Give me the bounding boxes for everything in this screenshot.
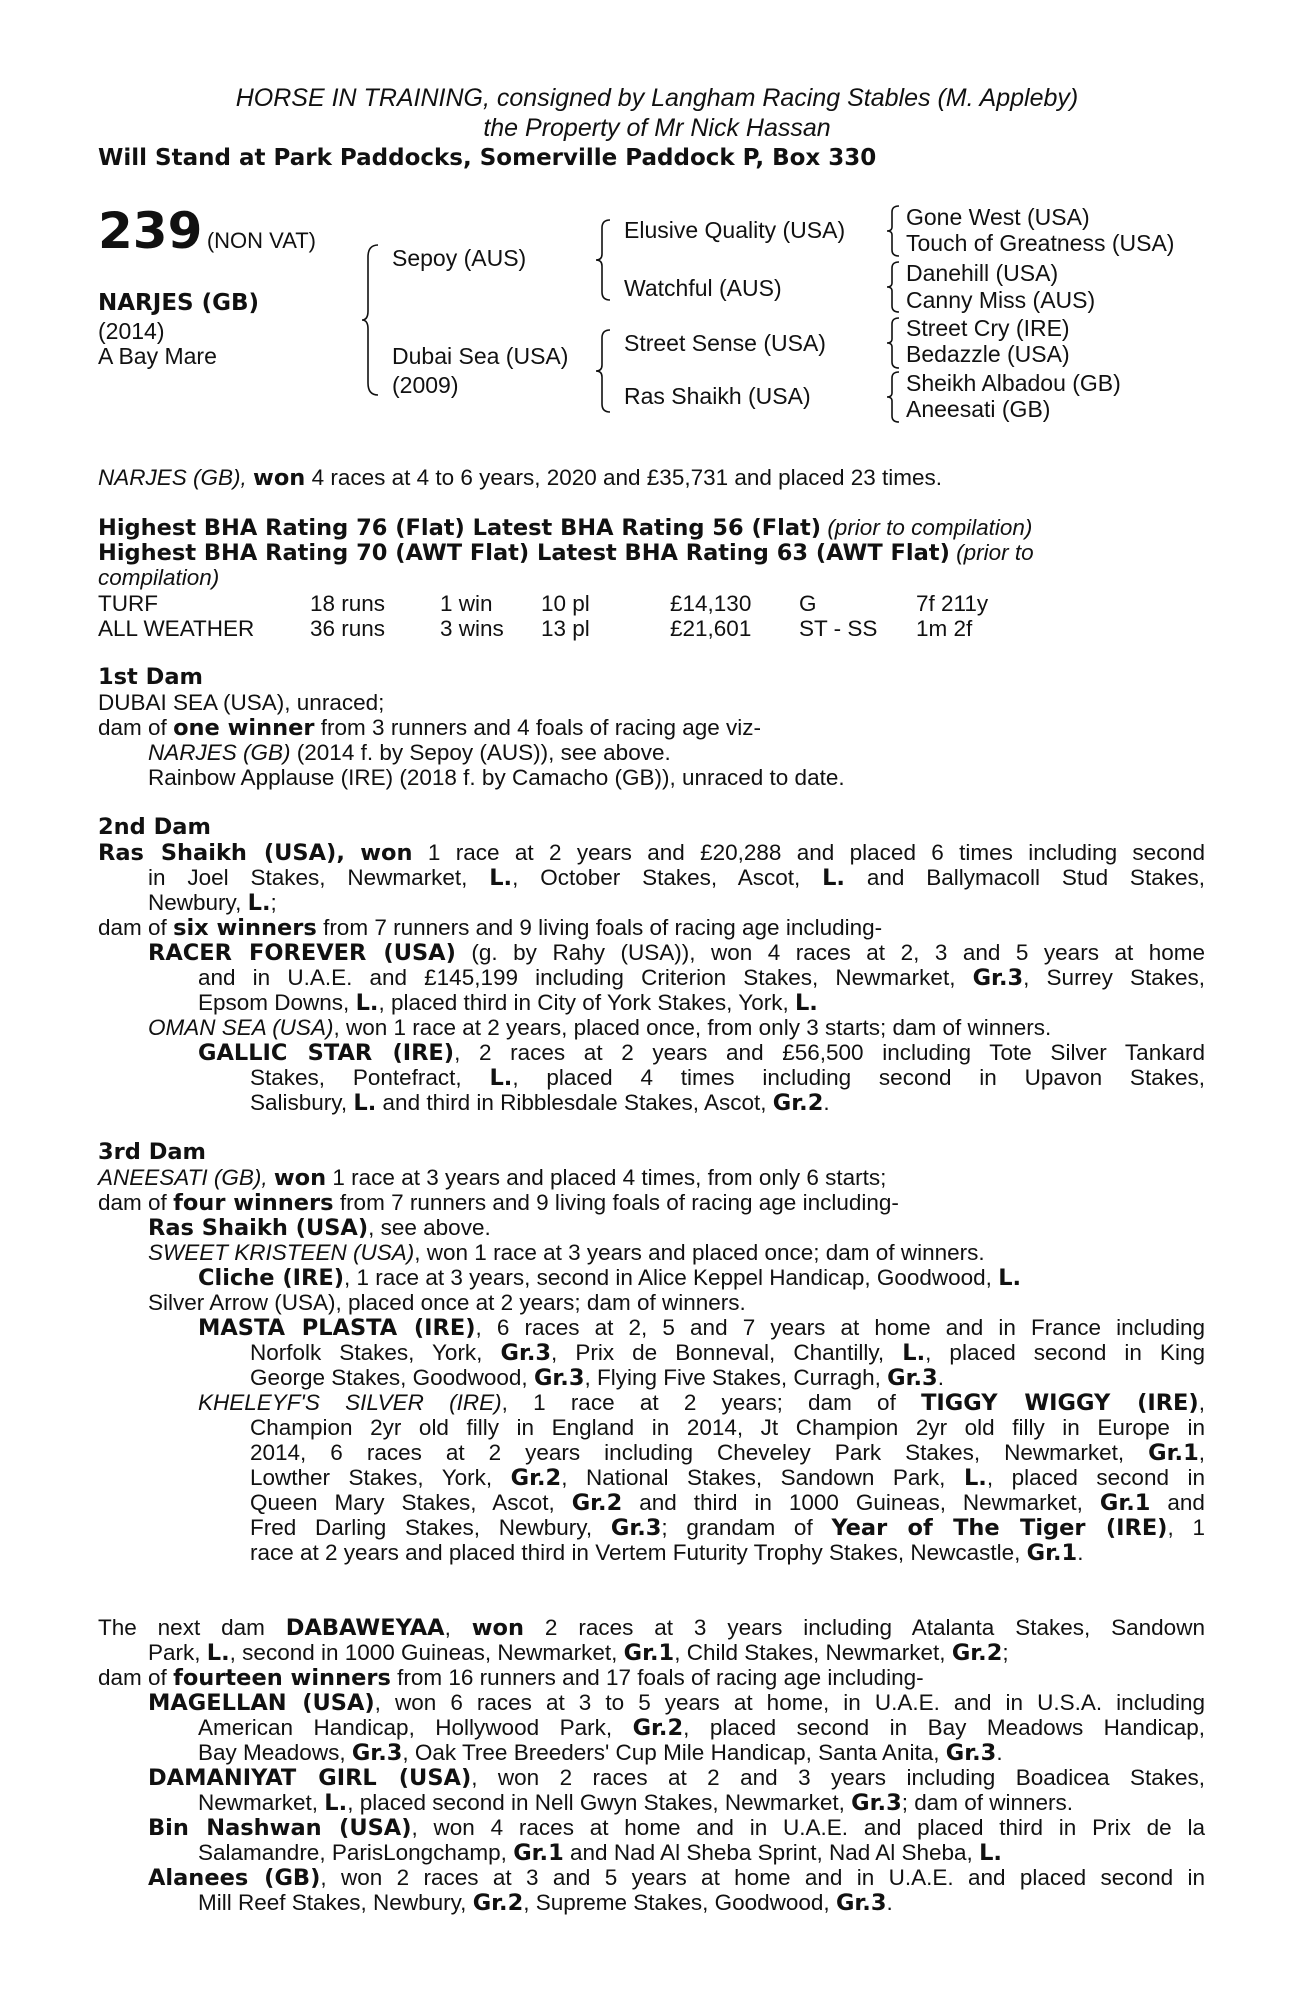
silver-arrow: Silver Arrow (USA), placed once at 2 years; dam of winners. — [148, 1290, 746, 1315]
vat-status: (NON VAT) — [206, 228, 317, 253]
sire: Sepoy (AUS) — [392, 245, 527, 271]
gen3-sdd: Canny Miss (AUS) — [906, 287, 1096, 313]
gallic-star-l3: Salisbury, L. and third in Ribblesdale Stakes, Ascot, Gr.2. — [250, 1090, 830, 1116]
first-dam-line2: dam of one winner from 3 runners and 4 foals of racing age viz- — [98, 715, 762, 741]
lot-number: 239 — [98, 202, 203, 260]
record-money-aw: £21,601 — [670, 616, 752, 641]
record-going-turf: G — [799, 591, 817, 616]
first-dam-produce1: NARJES (GB) (2014 f. by Sepoy (AUS)), see above. — [148, 740, 671, 765]
masta-plasta-l3: George Stakes, Goodwood, Gr.3, Flying Five Stakes, Curragh, Gr.3. — [250, 1365, 944, 1391]
oman-sea: OMAN SEA (USA), won 1 race at 2 years, placed once, from only 3 starts; dam of winners. — [148, 1015, 1052, 1040]
first-dam-produce2: Rainbow Applause (IRE) (2018 f. by Camacho (GB)), unraced to date. — [148, 765, 845, 790]
kheleyfs-silver-l1: KHELEYF'S SILVER (IRE), 1 race at 2 years; dam of TIGGY WIGGY (IRE), — [198, 1390, 1205, 1416]
sire-dam: Watchful (AUS) — [624, 275, 782, 301]
owner-line: the Property of Mr Nick Hassan — [483, 114, 831, 142]
cliche: Cliche (IRE), 1 race at 3 years, second in Alice Keppel Handicap, Goodwood, L. — [198, 1265, 1022, 1291]
record-runs-aw: 36 runs — [310, 616, 386, 641]
pedigree-brace-sire — [600, 220, 612, 300]
racer-forever-l3: Epsom Downs, L., placed third in City of York Stakes, York, L. — [198, 990, 818, 1016]
record-dist-turf: 7f 211y — [916, 591, 989, 616]
gen3-ddd: Aneesati (GB) — [906, 396, 1051, 422]
racer-forever-l2: and in U.A.E. and £145,199 including Criterion Stakes, Newmarket, Gr.3, Surrey Stakes, — [198, 965, 1205, 991]
record-pl-turf: 10 pl — [541, 591, 590, 616]
tiggy-wiggy-l3: Lowther Stakes, York, Gr.2, National Stakes, Sandown Park, L., placed second in — [250, 1465, 1205, 1491]
horse-name: NARJES (GB) — [98, 290, 260, 316]
pedigree-brace-main — [366, 245, 380, 395]
dam-sire: Street Sense (USA) — [624, 330, 826, 356]
third-dam-l1: ANEESATI (GB), won 1 race at 3 years and placed 4 times, from only 6 starts; — [98, 1165, 887, 1191]
tiggy-wiggy-l1: Champion 2yr old filly in England in 2014, Jt Champion 2yr old filly in Europe in — [250, 1415, 1205, 1440]
consignment-line: HORSE IN TRAINING, consigned by Langham Racing Stables (M. Appleby) — [235, 84, 1079, 112]
masta-plasta-l2: Norfolk Stakes, York, Gr.3, Prix de Bonneval, Chantilly, L., placed second in King — [250, 1340, 1205, 1366]
bin-nashwan-l2: Salamandre, ParisLongchamp, Gr.1 and Nad Al Sheba Sprint, Nad Al Sheba, L. — [198, 1840, 1002, 1866]
record-wins-turf: 1 win — [440, 591, 493, 616]
rating-line-awt: Highest BHA Rating 70 (AWT Flat) Latest BHA Rating 63 (AWT Flat) (prior to — [98, 540, 1034, 566]
sweet-kristeen: SWEET KRISTEEN (USA), won 1 race at 3 years and placed once; dam of winners. — [148, 1240, 985, 1265]
record-money-turf: £14,130 — [670, 591, 752, 616]
rating-line-flat: Highest BHA Rating 76 (Flat) Latest BHA Rating 56 (Flat) (prior to compilation) — [98, 515, 1033, 541]
record-going-aw: ST - SS — [799, 616, 878, 641]
record-wins-aw: 3 wins — [440, 616, 504, 641]
gallic-star-l1: GALLIC STAR (IRE), 2 races at 2 years and £56,500 including Tote Silver Tankard — [198, 1040, 1205, 1066]
damaniyat-girl-l2: Newmarket, L., placed second in Nell Gwyn Stakes, Newmarket, Gr.3; dam of winners. — [198, 1790, 1074, 1816]
next-dam-l3: dam of fourteen winners from 16 runners and 17 foals of racing age including- — [98, 1665, 924, 1691]
next-dam-l2: Park, L., second in 1000 Guineas, Newmarket, Gr.1, Child Stakes, Newmarket, Gr.2; — [148, 1640, 1009, 1666]
gen3-sds: Danehill (USA) — [906, 260, 1059, 286]
third-dam-l2: dam of four winners from 7 runners and 9 living foals of racing age including- — [98, 1190, 899, 1216]
tiggy-wiggy-l4: Queen Mary Stakes, Ascot, Gr.2 and third in 1000 Guineas, Newmarket, Gr.1 and — [250, 1490, 1205, 1516]
record-runs-turf: 18 runs — [310, 591, 386, 616]
gen3-ssd: Touch of Greatness (USA) — [906, 230, 1175, 256]
foaling-year: (2014) — [98, 318, 165, 344]
pedigree-brace-dam — [600, 330, 612, 412]
dam: Dubai Sea (USA) — [392, 343, 569, 369]
rating-line-cont: compilation) — [98, 565, 220, 590]
magellan-l1: MAGELLAN (USA), won 6 races at 3 to 5 years at home, in U.A.E. and in U.S.A. including — [148, 1690, 1205, 1716]
record-surface-aw: ALL WEATHER — [98, 616, 255, 641]
gen3-dds: Sheikh Albadou (GB) — [906, 370, 1121, 396]
alanees-l1: Alanees (GB), won 2 races at 3 and 5 years at home and in U.A.E. and placed second in — [148, 1865, 1205, 1891]
horse-description: A Bay Mare — [98, 343, 217, 369]
location-line: Will Stand at Park Paddocks, Somerville Paddock P, Box 330 — [98, 145, 877, 171]
brace-gen3-1 — [890, 206, 900, 256]
brace-gen3-4 — [890, 372, 900, 422]
magellan-l3: Bay Meadows, Gr.3, Oak Tree Breeders' Cup Mile Handicap, Santa Anita, Gr.3. — [198, 1740, 1003, 1766]
next-dam-l1: The next dam DABAWEYAA, won 2 races at 3 years including Atalanta Stakes, Sandown — [98, 1615, 1205, 1641]
gallic-star-l2: Stakes, Pontefract, L., placed 4 times including second in Upavon Stakes, — [250, 1065, 1205, 1091]
gen3-sss: Gone West (USA) — [906, 204, 1090, 230]
tiggy-wiggy-l6: race at 2 years and placed third in Vertem Futurity Trophy Stakes, Newcastle, Gr.1. — [250, 1540, 1084, 1566]
sire-sire: Elusive Quality (USA) — [624, 217, 846, 243]
second-dam-p2: dam of six winners from 7 runners and 9 living foals of racing age including- — [98, 915, 883, 941]
second-dam-p1-l3: Newbury, L.; — [148, 890, 277, 916]
first-dam-line1: DUBAI SEA (USA), unraced; — [98, 690, 385, 715]
lot-block — [98, 202, 316, 260]
race-summary: NARJES (GB), won 4 races at 4 to 6 years, 2020 and £35,731 and placed 23 times. — [98, 465, 943, 491]
third-dam-heading: 3rd Dam — [98, 1139, 206, 1165]
record-surface-turf: TURF — [98, 591, 158, 616]
damaniyat-girl-l1: DAMANIYAT GIRL (USA), won 2 races at 2 and 3 years including Boadicea Stakes, — [148, 1765, 1205, 1791]
racer-forever-l1: RACER FOREVER (USA) (g. by Rahy (USA)), won 4 races at 2, 3 and 5 years at home — [148, 940, 1205, 966]
masta-plasta-l1: MASTA PLASTA (IRE), 6 races at 2, 5 and 7 years at home and in France including — [198, 1315, 1205, 1341]
second-dam-heading: 2nd Dam — [98, 814, 211, 840]
magellan-l2: American Handicap, Hollywood Park, Gr.2, placed second in Bay Meadows Handicap, — [198, 1715, 1205, 1741]
record-dist-aw: 1m 2f — [916, 616, 973, 641]
dam-dam: Ras Shaikh (USA) — [624, 383, 811, 409]
tiggy-wiggy-l5: Fred Darling Stakes, Newbury, Gr.3; grandam of Year of The Tiger (IRE), 1 — [250, 1515, 1205, 1541]
record-pl-aw: 13 pl — [541, 616, 590, 641]
first-dam-heading: 1st Dam — [98, 664, 203, 690]
dam-year: (2009) — [392, 372, 459, 398]
gen3-dss: Street Cry (IRE) — [906, 315, 1070, 341]
alanees-l2: Mill Reef Stakes, Newbury, Gr.2, Supreme Stakes, Goodwood, Gr.3. — [198, 1890, 893, 1916]
brace-gen3-3 — [890, 318, 900, 368]
bin-nashwan-l1: Bin Nashwan (USA), won 4 races at home and in U.A.E. and placed third in Prix de la — [148, 1815, 1205, 1841]
second-dam-p1-l2: in Joel Stakes, Newmarket, L., October Stakes, Ascot, L. and Ballymacoll Stud Stakes, — [148, 865, 1205, 891]
brace-gen3-2 — [890, 262, 900, 312]
ras-shaikh-ref: Ras Shaikh (USA), see above. — [148, 1215, 491, 1241]
second-dam-p1-l1: Ras Shaikh (USA), won 1 race at 2 years and £20,288 and placed 6 times including second — [98, 840, 1205, 866]
gen3-dsd: Bedazzle (USA) — [906, 341, 1070, 367]
tiggy-wiggy-l2: 2014, 6 races at 2 years including Cheveley Park Stakes, Newmarket, Gr.1, — [250, 1440, 1205, 1466]
